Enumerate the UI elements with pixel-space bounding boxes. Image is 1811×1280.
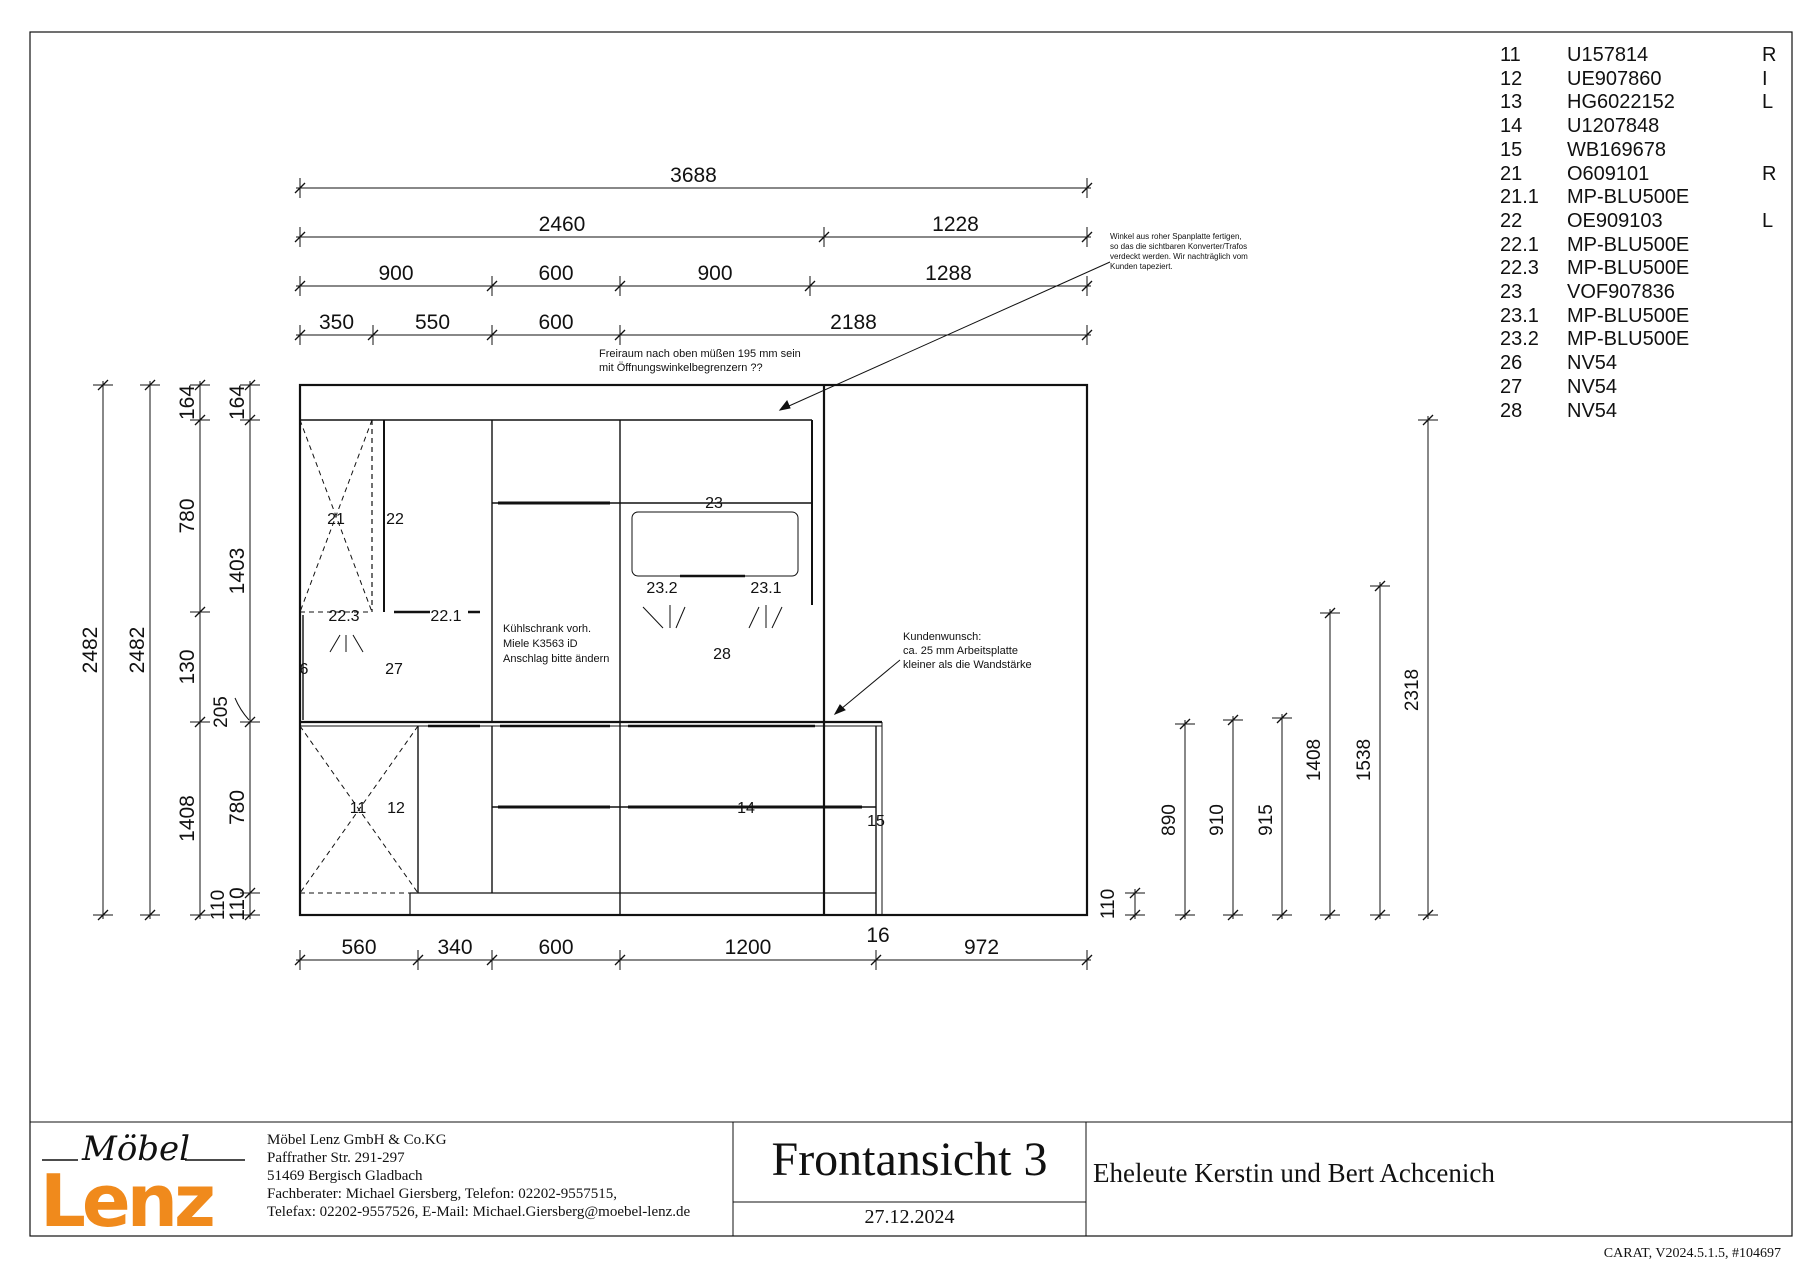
part-label-22-3: 22.3	[328, 608, 360, 625]
part-label-23-1: 23.1	[750, 580, 782, 597]
dim-row3-3: 1288	[925, 262, 972, 285]
legend-side: L	[1762, 91, 1774, 114]
dim-row3-2: 900	[697, 262, 733, 285]
legend-pos: 14	[1500, 115, 1523, 138]
part-label-11: 11	[349, 800, 367, 817]
dim-left-c-3: 1408	[176, 795, 199, 842]
note-freiraum-0: Freiraum nach oben müßen 195 mm sein	[599, 348, 801, 360]
legend-code: MP-BLU500E	[1567, 186, 1690, 209]
logo-moebel: Möbel	[82, 1129, 191, 1169]
legend-pos: 15	[1500, 138, 1523, 161]
logo-lenz: Lenz	[40, 1159, 212, 1243]
legend-code: MP-BLU500E	[1567, 304, 1690, 327]
legend-code: VOF907836	[1567, 281, 1675, 303]
dim-left-d-2: 780	[226, 789, 249, 826]
legend-pos: 23.1	[1500, 304, 1539, 327]
legend-code: MP-BLU500E	[1567, 257, 1690, 280]
part-label-12: 12	[387, 800, 405, 817]
dim-total-0: 3688	[670, 164, 717, 187]
dim-right-label-4: 1408	[1304, 738, 1325, 782]
part-label-14: 14	[737, 800, 755, 817]
legend-pos: 22.3	[1500, 257, 1539, 280]
drawing-date: 27.12.2024	[864, 1206, 955, 1228]
company-city: 51469 Bergisch Gladbach	[267, 1168, 423, 1184]
legend-pos: 21	[1500, 162, 1523, 185]
dim-right-0: 110	[1098, 888, 1119, 920]
dim-left-b-0: 2482	[126, 626, 149, 674]
legend-pos: 22.1	[1500, 233, 1539, 256]
view-title: Frontansicht 3	[771, 1133, 1048, 1186]
part-label-6: 6	[299, 661, 309, 678]
legend-code: MP-BLU500E	[1567, 328, 1690, 351]
dim-left-d-1: 1403	[226, 547, 249, 595]
dim-left-c-0: 164	[176, 384, 199, 421]
dim-row2-1: 1228	[932, 213, 979, 236]
contact-line: Telefax: 02202-9557526, E-Mail: Michael.Giersberg@moebel-lenz.de	[267, 1204, 691, 1220]
company-street: Paffrather Str. 291-297	[267, 1150, 405, 1166]
part-label-23: 23	[705, 495, 723, 512]
dim-bottom-3: 1200	[724, 936, 772, 959]
dim-row4-1: 550	[414, 311, 451, 334]
legend-side: R	[1762, 44, 1777, 66]
dim-left-d-0: 164	[226, 384, 249, 421]
dim-bottom-4: 972	[963, 936, 1000, 959]
legend-code: U157814	[1567, 44, 1649, 66]
dim-left-a-0: 2482	[79, 626, 102, 674]
legend-pos: 27	[1500, 375, 1523, 398]
dim-left-110b: 110	[208, 889, 229, 921]
dim-right-label-1: 890	[1159, 804, 1180, 836]
legend-code: NV54	[1567, 375, 1618, 398]
customer-name: Eheleute Kerstin und Bert Achcenich	[1093, 1158, 1495, 1188]
dim-row2-0: 2460	[538, 213, 586, 236]
dim-row3-0: 900	[378, 262, 414, 285]
dim-right-label-5: 1538	[1354, 738, 1375, 782]
legend-pos: 23.2	[1500, 328, 1539, 351]
dim-left-205: 205	[211, 696, 232, 728]
dim-bottom-0: 560	[341, 936, 377, 959]
note-kundenwunsch-2: kleiner als die Wandstärke	[903, 659, 1032, 671]
part-label-15: 15	[867, 813, 885, 830]
note-winkel-2: verdeckt werden. Wir nachträglich vom	[1110, 252, 1248, 261]
legend-pos: 13	[1500, 91, 1523, 114]
dim-left-d-3: 110	[226, 887, 249, 921]
part-label-27: 27	[385, 661, 403, 678]
note-freiraum-1: mit Öffnungswinkelbegrenzern ??	[599, 362, 763, 374]
legend-pos: 11	[1500, 44, 1521, 66]
legend-pos: 28	[1500, 399, 1523, 422]
company-name: Möbel Lenz GmbH & Co.KG	[267, 1132, 447, 1148]
dim-left-c-1: 780	[176, 498, 199, 534]
dim-right-label-3: 915	[1256, 804, 1277, 836]
dim-row3-1: 600	[538, 262, 574, 285]
legend-side: I	[1762, 67, 1768, 90]
dim-left-c-2: 130	[176, 649, 199, 685]
legend-code: NV54	[1567, 352, 1618, 375]
legend-code: UE907860	[1567, 67, 1662, 90]
dim-right-label-2: 910	[1207, 804, 1228, 836]
legend-pos: 22	[1500, 209, 1523, 232]
part-label-22: 22	[386, 511, 404, 528]
note-kundenwunsch-1: ca. 25 mm Arbeitsplatte	[903, 645, 1018, 657]
legend-pos: 23	[1500, 281, 1523, 303]
legend-pos: 26	[1500, 352, 1523, 375]
legend-code: HG6022152	[1567, 91, 1675, 114]
dim-bottom-2: 600	[538, 936, 574, 959]
legend-code: MP-BLU500E	[1567, 233, 1690, 256]
dim-bottom-gap: 16	[866, 924, 890, 947]
legend-side: R	[1762, 162, 1777, 185]
part-label-21: 21	[327, 511, 345, 528]
legend-pos: 21.1	[1500, 186, 1539, 209]
dim-bottom-1: 340	[437, 936, 473, 959]
legend-code: U1207848	[1567, 115, 1660, 138]
legend-code: OE909103	[1567, 209, 1663, 232]
part-label-22-1: 22.1	[430, 608, 462, 625]
software-version: CARAT, V2024.5.1.5, #104697	[1603, 1246, 1781, 1261]
note-fridge-2: Anschlag bitte ändern	[503, 653, 610, 665]
legend-side: L	[1762, 209, 1774, 232]
legend-code: NV54	[1567, 399, 1618, 422]
dim-row4-3: 2188	[830, 311, 877, 334]
legend-code: WB169678	[1567, 138, 1666, 161]
advisor-line: Fachberater: Michael Giersberg, Telefon: 02202-9557515,	[267, 1186, 617, 1202]
part-label-23-2: 23.2	[646, 580, 678, 597]
note-kundenwunsch-0: Kundenwunsch:	[903, 631, 982, 643]
legend-pos: 12	[1500, 67, 1523, 90]
moebel-lenz-logo	[40, 1129, 245, 1243]
part-label-28: 28	[713, 646, 731, 663]
note-fridge-0: Kühlschrank vorh.	[503, 623, 592, 635]
note-winkel-3: Kunden tapeziert.	[1110, 262, 1173, 271]
note-winkel-1: so das die sichtbaren Konverter/Trafos	[1110, 242, 1248, 251]
dim-right-label-6: 2318	[1402, 668, 1423, 712]
note-fridge-1: Miele K3563 iD	[503, 638, 578, 650]
dim-row4-0: 350	[318, 311, 355, 334]
note-winkel-0: Winkel aus roher Spanplatte fertigen,	[1110, 232, 1242, 241]
dim-row4-2: 600	[538, 311, 574, 334]
legend-code: O609101	[1567, 162, 1650, 185]
